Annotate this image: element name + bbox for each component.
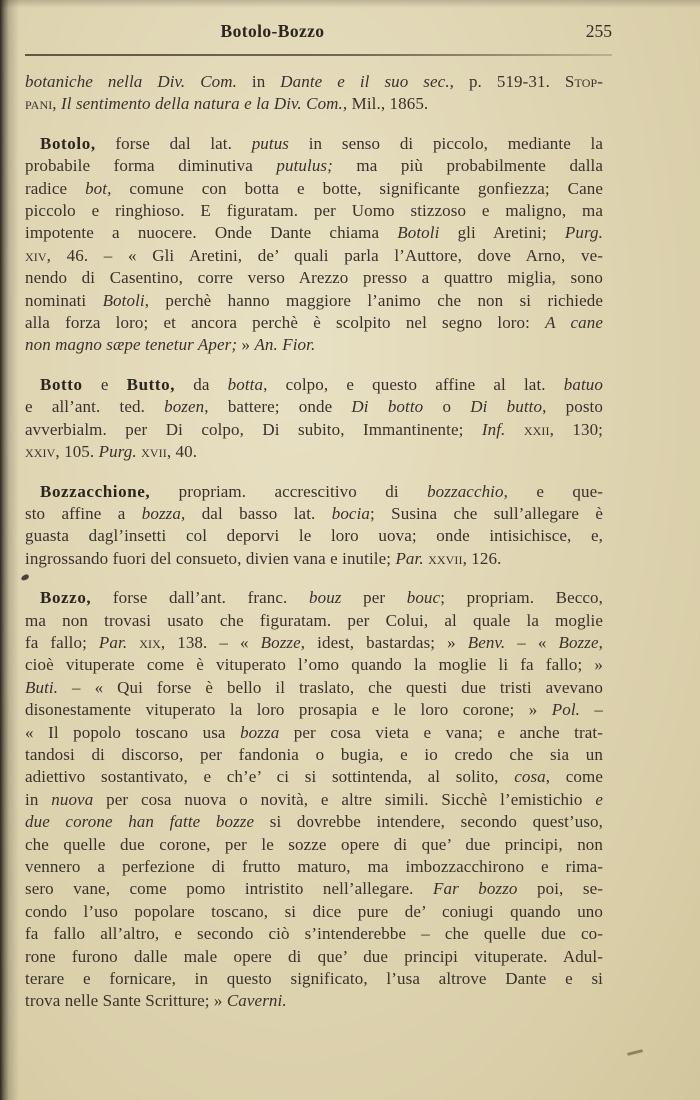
text-line: e all’ant. ted. bozen, battere; onde Di botto o Di butto, posto xyxy=(25,397,603,417)
text-line: piccolo e ringhioso. E figuratam. per Uomo stizzoso e maligno, ma xyxy=(25,201,603,221)
text-line: Buti. – « Qui forse è bello il traslato, che questi due tristi avevano xyxy=(25,677,603,697)
text-line: rone furono dalle male opere di que’ due principi vituperate. Adul- xyxy=(25,946,603,966)
text-line: radice bot, comune con botta e botte, significante gonfiezza; Cane xyxy=(25,178,603,198)
text-line: ingrossando fuori del consueto, divien vana e inutile; Par. xxvii, 126. xyxy=(25,548,502,568)
paragraph xyxy=(25,587,603,1013)
page-top-shadow xyxy=(0,0,700,8)
page-number: 255 xyxy=(585,21,612,41)
text-line: non magno sæpe tenetur Aper; » An. Fior. xyxy=(25,335,316,355)
text-line: Bozzo, forse dall’ant. franc. bouz per bouc; propriam. Becco, xyxy=(40,588,603,608)
text-line: pani, Il sentimento della natura e la Div. Com., Mil., 1865. xyxy=(25,94,429,114)
text-line: « Il popolo toscano usa bozza per cosa vieta e vana; e anche trat- xyxy=(25,722,603,742)
text-line: vennero a perfezione di frutto maturo, ma imbozzacchirono e rima- xyxy=(25,857,603,876)
header-rule xyxy=(25,54,612,56)
text-line: avverbialm. per Di colpo, Di subito, Immantinente; Inf. xxii, 130; xyxy=(25,419,603,439)
text-line: xxiv, 105. Purg. xvii, 40. xyxy=(25,442,198,462)
text-line: sero vane, come pomo intristito nell’allegare. Far bozzo poi, se- xyxy=(25,879,603,899)
paragraph xyxy=(25,374,603,464)
text-line: xiv, 46. – « Gli Aretini, de’ quali parla l’Auttore, dove Arno, ve- xyxy=(25,245,603,265)
text-line: che quelle due corone, per le sozze opere di que’ due principi, non xyxy=(25,834,603,854)
text-line: guasta dagl’insetti col deporvi le loro uova; onde intisichisce, e, xyxy=(25,526,603,546)
text-line: fa fallo; Par. xix, 138. – « Bozze, idest, bastardas; » Benv. – « Bozze, xyxy=(25,632,603,652)
text-line: tandosi di discorso, per fandonia o bugia, e io credo che sia un xyxy=(25,744,603,764)
text-line: trova nelle Sante Scritture; » Caverni. xyxy=(25,991,287,1011)
text-line: adiettivo sostantivato, e ch’e’ ci si sottintenda, al solito, cosa, come xyxy=(25,767,603,787)
text-line: Botto e Butto, da botta, colpo, e questo affine al lat. batuo xyxy=(40,374,603,394)
text-line: in nuova per cosa nuova o novità, e altre simili. Sicchè l’emistichio e xyxy=(25,789,603,809)
text-line: Botolo, forse dal lat. putus in senso di piccolo, mediante la xyxy=(40,133,604,153)
text-line: ma non trovasi usato che figuratam. per Colui, al quale la moglie xyxy=(25,610,603,630)
paragraph xyxy=(25,481,603,571)
text-line: fa fallo all’altro, e secondo ciò s’intenderebbe – che quelle due co- xyxy=(25,924,603,944)
text-line: probabile forma diminutiva putulus; ma più probabilmente dalla xyxy=(25,156,603,176)
text-block xyxy=(25,71,603,1013)
text-line: due corone han fatte bozze si dovrebbe intendere, secondo quest’uso, xyxy=(25,812,604,832)
text-line: disonestamente vituperato la loro prosapia e le loro corone; » Pol. – xyxy=(25,700,603,720)
text-line: alla forza loro; et ancora perchè è scolpito nel segno loro: A cane xyxy=(25,313,603,333)
paragraph xyxy=(25,71,603,116)
paragraph xyxy=(25,133,603,357)
text-line: Bozzacchione, propriam. accrescitivo di bozzacchio, e que- xyxy=(40,481,603,501)
text-line: cioè vituperate come è vituperato l’omo quando la moglie li fa fallo; » xyxy=(25,655,603,675)
text-line: impotente a nuocere. Onde Dante chiama Botoli gli Aretini; Purg. xyxy=(25,223,603,243)
page-gutter-shadow xyxy=(0,0,20,1100)
text-line: botaniche nella Div. Com. in Dante e il suo sec., p. 519-31. Stop- xyxy=(25,72,603,91)
text-line: nominati Botoli, perchè hanno maggiore l’animo che non si richiede xyxy=(25,290,603,310)
text-line: sto affine a bozza, dal basso lat. bocia; Susina che sull’allegare è xyxy=(25,503,604,523)
scratch-mark xyxy=(627,1049,643,1056)
running-title: Botolo-Bozzo xyxy=(220,21,325,41)
text-line: nendo di Casentino, corre verso Arezzo presso a quattro miglia, sono xyxy=(25,268,603,288)
text-line: condo l’uso popolare toscano, si dice pure de’ coniugi quando uno xyxy=(25,901,603,921)
text-line: terare e fornicare, in questo significato, l’usa altrove Dante e si xyxy=(25,969,603,989)
